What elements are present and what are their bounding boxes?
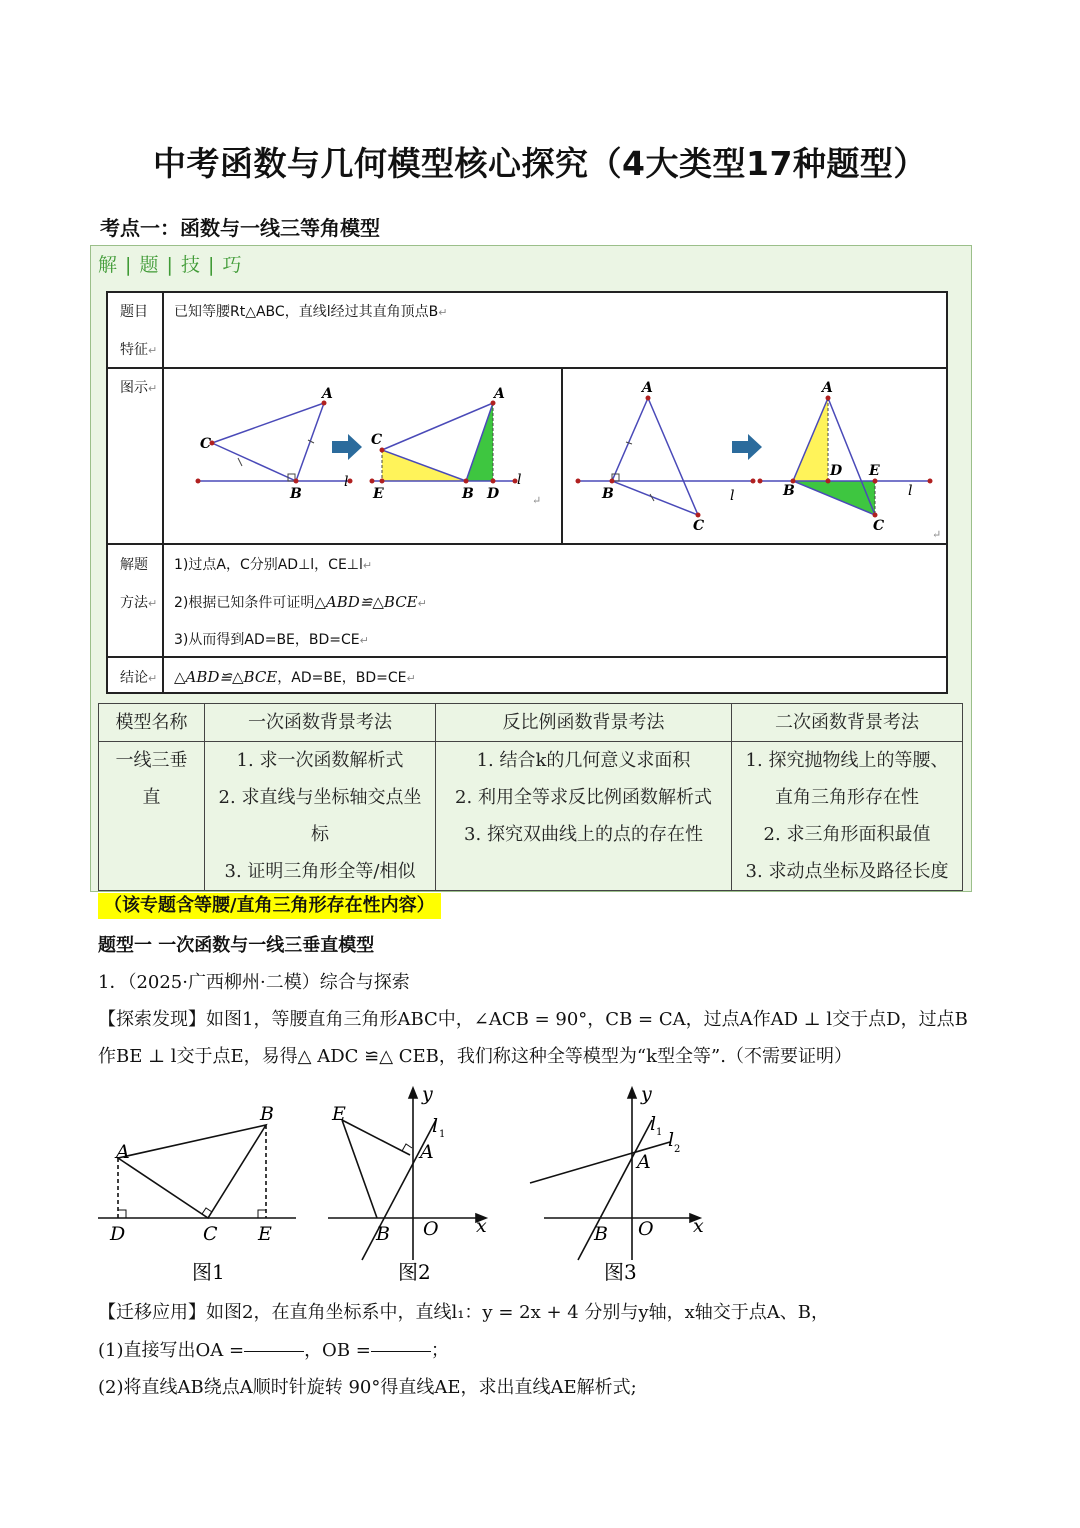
- svg-text:C: C: [200, 436, 212, 452]
- tips-header: 解 | 题 | 技 | 巧: [98, 254, 243, 276]
- svg-text:2: 2: [674, 1144, 681, 1155]
- cell-model-name: 一线三垂 直: [99, 742, 205, 891]
- svg-text:l: l: [432, 1115, 439, 1137]
- cell-quadratic: 1. 探究抛物线上的等腰、 直角三角形存在性 2. 求三角形面积最值 3. 求动点坐标及路径长度: [732, 742, 963, 891]
- svg-text:C: C: [693, 518, 705, 534]
- svg-text:E: E: [373, 486, 384, 502]
- svg-text:l: l: [344, 474, 349, 490]
- question-apply: 【迁移应用】如图2，在直角坐标系中，直线l₁：y = 2x + 4 分别与y轴，x轴交于点A、B，: [98, 1302, 829, 1323]
- svg-text:C: C: [203, 1223, 218, 1245]
- method-label-a: 解题: [120, 557, 148, 573]
- svg-text:l: l: [668, 1129, 675, 1151]
- svg-text:B: B: [602, 486, 614, 502]
- svg-text:l: l: [517, 472, 522, 488]
- svg-text:A: A: [637, 1151, 651, 1173]
- svg-text:D: D: [830, 463, 843, 479]
- svg-text:A: A: [116, 1141, 130, 1163]
- svg-text:↵: ↵: [532, 494, 542, 507]
- cell-linear: 1. 求一次函数解析式 2. 求直线与坐标轴交点坐 标 3. 证明三角形全等/相似: [205, 742, 436, 891]
- svg-text:B: B: [783, 483, 795, 499]
- feature-text: 已知等腰Rt△ABC，直线l经过其直角顶点B↵: [174, 304, 448, 320]
- svg-text:A: A: [420, 1141, 434, 1163]
- svg-text:l: l: [908, 483, 913, 499]
- section-heading: 考点一：函数与一线三等角模型: [100, 216, 380, 240]
- svg-text:C: C: [873, 518, 885, 534]
- method-step-2: 2)根据已知条件可证明△ABD≌△BCE↵: [174, 593, 427, 611]
- svg-text:D: D: [110, 1223, 126, 1245]
- svg-text:l: l: [650, 1113, 657, 1135]
- model-figures: [160, 368, 948, 540]
- answer-blank-oa[interactable]: [244, 1350, 304, 1352]
- svg-text:E: E: [869, 463, 880, 479]
- svg-text:y: y: [641, 1083, 652, 1105]
- svg-text:x: x: [693, 1215, 704, 1237]
- fig2-caption: 图2: [398, 1260, 431, 1284]
- feature-label-a: 题目: [120, 304, 148, 320]
- question-source: 1．（2025·广西柳州·二模）综合与探索: [98, 972, 410, 993]
- svg-text:x: x: [476, 1215, 487, 1237]
- method-step-3: 3)从而得到AD=BE，BD=CE↵: [174, 632, 369, 648]
- svg-text:A: A: [494, 386, 505, 402]
- conclusion-text: △ABD≌△BCE，AD=BE，BD=CE↵: [174, 668, 416, 686]
- method-label-b: 方法↵: [120, 595, 158, 611]
- svg-text:D: D: [487, 486, 500, 502]
- header-model: 模型名称: [99, 704, 205, 742]
- svg-text:A: A: [822, 380, 833, 396]
- svg-text:y: y: [422, 1083, 433, 1105]
- header-inverse: 反比例函数背景考法: [436, 704, 732, 742]
- header-quadratic: 二次函数背景考法: [732, 704, 963, 742]
- conclusion-label: 结论↵: [120, 670, 158, 686]
- question-figures: [90, 1080, 730, 1290]
- question-sub1: (1)直接写出OA = ，OB = ；: [98, 1340, 449, 1361]
- svg-text:C: C: [371, 432, 383, 448]
- type-title: 题型一 一次函数与一线三垂直模型: [98, 935, 375, 956]
- method-step-1: 1)过点A，C分别AD⊥l，CE⊥l↵: [174, 557, 373, 573]
- svg-text:B: B: [594, 1223, 608, 1245]
- svg-text:l: l: [730, 488, 735, 504]
- figure-a: [198, 403, 350, 481]
- feature-label-b: 特征↵: [120, 342, 158, 358]
- svg-text:E: E: [332, 1103, 346, 1125]
- cell-inverse: 1. 结合k的几何意义求面积 2. 利用全等求反比例函数解析式 3. 探究双曲线上的点的存在性: [436, 742, 732, 891]
- arrow-icon: [332, 434, 362, 460]
- question-discover-2: 作BE ⊥ l交于点E，易得△ ADC ≌△ CEB，我们称这种全等模型为“k型全等”.（不需要证明）: [98, 1046, 852, 1067]
- answer-blank-ob[interactable]: [371, 1350, 431, 1352]
- question-sub2: (2)将直线AB绕点A顺时针旋转 90°得直线AE，求出直线AE解析式;: [98, 1377, 637, 1398]
- highlight-note: （该专题含等腰/直角三角形存在性内容）: [98, 893, 441, 919]
- fig3-caption: 图3: [604, 1260, 637, 1284]
- svg-text:↵: ↵: [932, 528, 942, 540]
- svg-text:A: A: [642, 380, 653, 396]
- question-discover-1: 【探索发现】如图1，等腰直角三角形ABC中，∠ACB = 90°，CB = CA，过点A作AD ⊥ l交于点D，过点B: [98, 1009, 968, 1030]
- svg-text:B: B: [462, 486, 474, 502]
- svg-text:1: 1: [439, 1129, 446, 1140]
- figure-label: 图示↵: [120, 380, 158, 396]
- svg-text:O: O: [638, 1218, 654, 1240]
- fig1-caption: 图1: [192, 1260, 225, 1284]
- svg-text:1: 1: [656, 1127, 663, 1138]
- svg-text:B: B: [290, 486, 302, 502]
- svg-text:A: A: [322, 386, 333, 402]
- page-title: 中考函数与几何模型核心探究（4大类型17种题型）: [153, 144, 927, 183]
- header-linear: 一次函数背景考法: [205, 704, 436, 742]
- svg-text:B: B: [376, 1223, 390, 1245]
- svg-text:B: B: [260, 1103, 274, 1125]
- model-table: [98, 703, 963, 891]
- arrow-icon: [732, 434, 762, 460]
- svg-text:E: E: [258, 1223, 272, 1245]
- svg-text:O: O: [423, 1218, 439, 1240]
